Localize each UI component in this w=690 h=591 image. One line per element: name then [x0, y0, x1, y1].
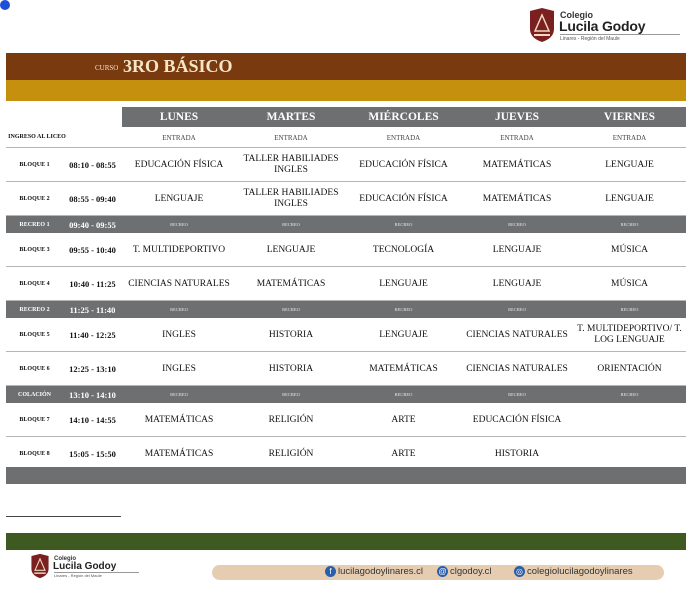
logo-divider	[560, 34, 680, 35]
recess-cell: RECREO	[394, 307, 413, 312]
footer-logo-name: Lucila Godoy	[53, 561, 117, 572]
logo-region: Linares - Región del Maule	[560, 36, 620, 42]
social-text: colegiolucilagodoylinares	[527, 566, 633, 577]
recess-cell: RECREO	[620, 222, 639, 227]
recess-cell: RECREO	[170, 222, 188, 227]
subject-cell: MATEMÁTICAS	[144, 414, 214, 425]
block-label: BLOQUE 3	[19, 247, 50, 253]
subject-cell: TALLER HABILIADES INGLES	[243, 154, 339, 175]
recess-cell: RECREO	[170, 307, 188, 312]
subject-cell: EDUCACIÓN FÍSICA	[359, 159, 448, 170]
block-time: 10:40 - 11:25	[69, 279, 116, 289]
subject-cell: EDUCACIÓN FÍSICA	[359, 193, 448, 204]
class-row	[6, 267, 686, 301]
day-header: MIÉRCOLES	[346, 107, 461, 127]
subject-cell: T. MULTIDEPORTIVO/ T. LOG LENGUAJE	[577, 324, 682, 345]
class-row	[6, 352, 686, 386]
block-label: COLACIÓN	[17, 391, 51, 398]
subject-cell: TALLER HABILIADES INGLES	[243, 188, 339, 209]
recess-cell: RECREO	[282, 222, 300, 227]
logo-name: Lucila Godoy	[559, 18, 646, 34]
subject-cell: RELIGIÓN	[268, 448, 314, 459]
subject-cell: MÚSICA	[611, 244, 648, 255]
social-text: clgodoy.cl	[450, 566, 492, 577]
subject-cell: EDUCACIÓN FÍSICA	[472, 414, 562, 425]
recess-cell: RECREO	[508, 307, 526, 312]
block-label: RECREO 2	[19, 306, 50, 313]
recess-cell: RECREO	[394, 222, 413, 227]
gold-band	[6, 80, 686, 101]
block-label: BLOQUE 1	[19, 162, 50, 168]
course-title-bar	[6, 53, 686, 80]
block-time: 09:55 - 10:40	[69, 245, 116, 255]
block-label: RECREO 1	[19, 221, 50, 228]
block-time: 08:10 - 08:55	[69, 160, 116, 170]
entry-row	[6, 127, 686, 148]
subject-cell: LENGUAJE	[605, 193, 654, 204]
entry-cell: ENTRADA	[500, 133, 534, 142]
subject-cell: MATEMÁTICAS	[482, 159, 552, 170]
subject-cell: MATEMÁTICAS	[144, 448, 214, 459]
day-header: LUNES	[122, 107, 236, 127]
block-time: 15:05 - 15:50	[69, 449, 116, 459]
subject-cell: MATEMÁTICAS	[256, 278, 326, 289]
footer-logo	[30, 553, 170, 585]
footer-logo-small: Colegio	[54, 556, 76, 562]
recess-cell: RECREO	[508, 222, 526, 227]
subject-cell: HISTORIA	[268, 363, 314, 374]
subject-cell: ORIENTACIÓN	[597, 363, 662, 374]
subject-cell: TECNOLOGÍA	[372, 244, 435, 255]
block-time: 13:10 - 14:10	[69, 389, 116, 400]
social-item-facebook[interactable]	[325, 566, 423, 577]
class-row	[6, 403, 686, 437]
subject-cell: CIENCIAS NATURALES	[128, 278, 230, 289]
social-item-instagram[interactable]	[514, 566, 633, 577]
facebook-icon: f	[325, 566, 336, 577]
class-row	[6, 318, 686, 352]
entry-label: INGRESO AL LICEO	[8, 134, 66, 140]
recess-cell: RECREO	[282, 392, 300, 397]
shield-icon	[528, 7, 556, 43]
block-time: 14:10 - 14:55	[69, 415, 116, 425]
subject-cell: INGLES	[162, 329, 196, 340]
entry-cell: ENTRADA	[612, 133, 647, 142]
class-row	[6, 148, 686, 182]
entry-cell: ENTRADA	[274, 133, 308, 142]
day-header: JUEVES	[461, 107, 573, 127]
block-label: BLOQUE 8	[19, 451, 50, 457]
subject-cell: MATEMÁTICAS	[482, 193, 552, 204]
recess-cell: RECREO	[620, 307, 639, 312]
block-time: 12:25 - 13:10	[69, 364, 116, 374]
subject-cell: LENGUAJE	[379, 278, 428, 289]
corner-dot	[0, 0, 10, 10]
break-row	[6, 301, 686, 318]
block-label: BLOQUE 7	[19, 417, 50, 423]
subject-cell: LENGUAJE	[492, 278, 542, 289]
block-label: BLOQUE 5	[19, 332, 50, 338]
subject-cell: MÚSICA	[611, 278, 648, 289]
break-row	[6, 216, 686, 233]
subject-cell: LENGUAJE	[266, 244, 316, 255]
block-time: 11:40 - 12:25	[69, 330, 116, 340]
logo-small-text: Colegio	[560, 10, 593, 20]
school-logo	[528, 7, 683, 47]
block-label: BLOQUE 4	[19, 281, 50, 287]
subject-cell: EDUCACIÓN FÍSICA	[134, 159, 224, 170]
subject-cell: RELIGIÓN	[268, 414, 314, 425]
entry-cell: ENTRADA	[162, 133, 196, 142]
break-row	[6, 386, 686, 403]
course-name: 3RO BÁSICO	[123, 56, 233, 76]
class-row	[6, 437, 686, 471]
block-time: 09:40 - 09:55	[69, 219, 116, 230]
subject-cell	[573, 403, 686, 437]
subject-cell: MATEMÁTICAS	[369, 363, 438, 374]
block-time: 08:55 - 09:40	[69, 194, 116, 204]
block-label: BLOQUE 6	[19, 366, 50, 372]
subject-cell: CIENCIAS NATURALES	[466, 329, 568, 340]
subject-cell: T. MULTIDEPORTIVO	[132, 244, 226, 255]
block-time: 11:25 - 11:40	[69, 304, 116, 315]
table-footer-band	[6, 467, 686, 484]
block-label: BLOQUE 2	[19, 196, 50, 202]
footer-shield-icon	[30, 553, 50, 579]
subject-cell: INGLES	[162, 363, 196, 374]
subject-cell: ARTE	[391, 414, 416, 425]
subject-cell: LENGUAJE	[379, 329, 428, 340]
class-row	[6, 233, 686, 267]
instagram-icon: ◎	[514, 566, 525, 577]
social-item-web[interactable]	[437, 566, 492, 577]
subject-cell: HISTORIA	[494, 448, 540, 459]
recess-cell: RECREO	[394, 392, 413, 397]
recess-cell: RECREO	[170, 392, 188, 397]
recess-cell: RECREO	[282, 307, 300, 312]
footer-logo-region: Linares - Región del Maule	[54, 573, 102, 578]
course-label: CURSO	[95, 64, 119, 72]
green-band	[6, 533, 686, 550]
subject-cell: LENGUAJE	[154, 193, 204, 204]
subject-cell: ARTE	[391, 448, 416, 459]
social-text: lucilagodoylinares.cl	[338, 566, 424, 577]
subject-cell: LENGUAJE	[492, 244, 542, 255]
subject-cell: LENGUAJE	[605, 159, 654, 170]
class-row	[6, 182, 686, 216]
web-icon: @	[438, 567, 447, 576]
entry-cell: ENTRADA	[386, 133, 421, 142]
social-bar	[212, 565, 664, 580]
day-header-row	[6, 107, 686, 127]
divider-line	[6, 516, 121, 517]
subject-cell	[573, 437, 686, 471]
subject-cell: CIENCIAS NATURALES	[466, 363, 568, 374]
recess-cell: RECREO	[620, 392, 639, 397]
recess-cell: RECREO	[508, 392, 526, 397]
subject-cell: HISTORIA	[268, 329, 314, 340]
day-header: MARTES	[236, 107, 346, 127]
day-header: VIERNES	[573, 107, 686, 127]
